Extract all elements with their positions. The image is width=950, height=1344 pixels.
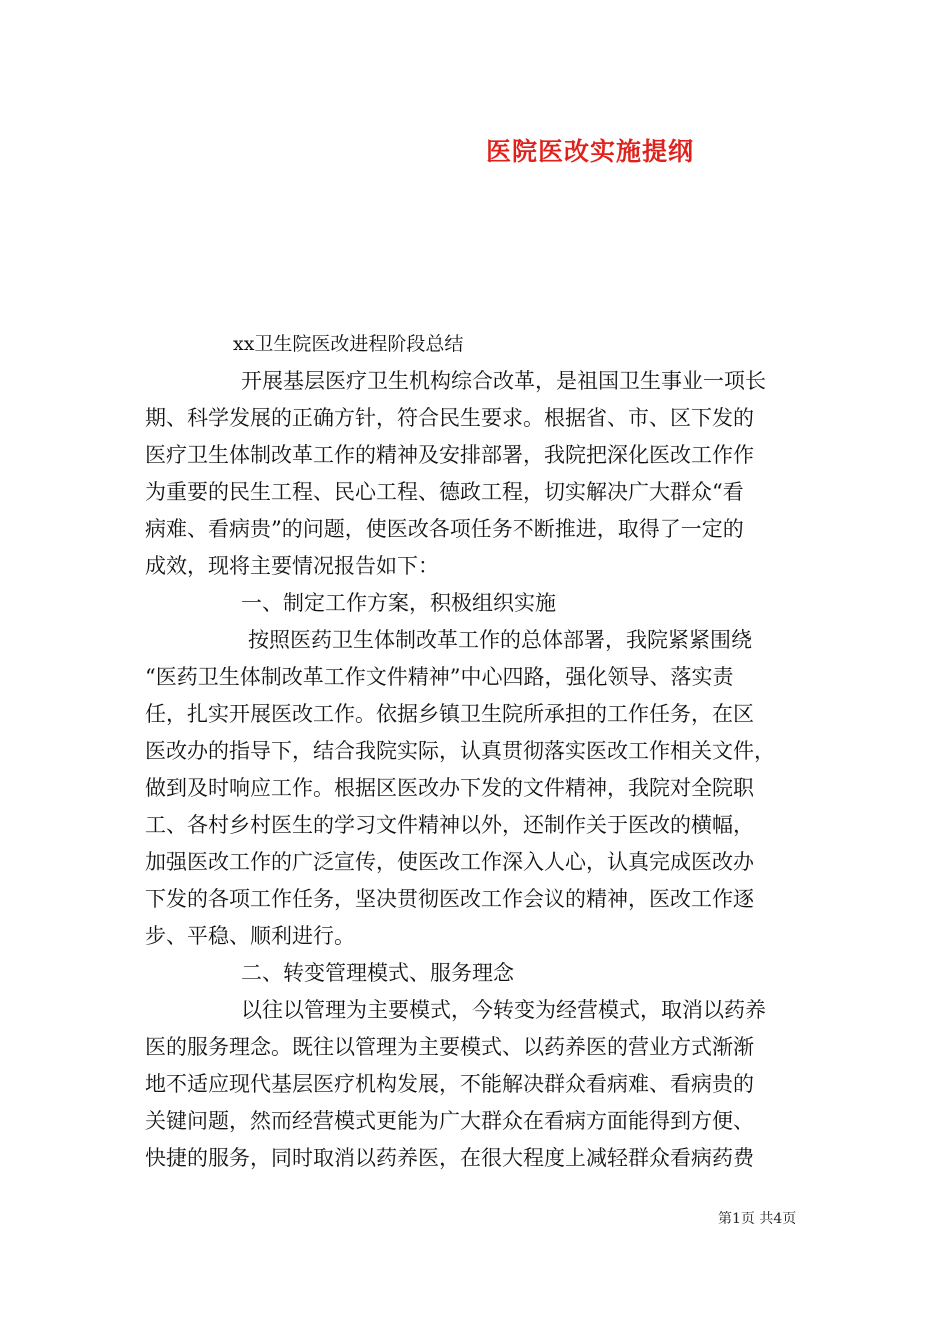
paragraph-line: 加强医改工作的广泛宣传，使医改工作深入人心，认真完成医改办 xyxy=(145,850,754,874)
paragraph-line: 期、科学发展的正确方针，符合民生要求。根据省、市、区下发的 xyxy=(145,406,754,430)
paragraph-line: 任，扎实开展医改工作。依据乡镇卫生院所承担的工作任务，在区 xyxy=(145,702,754,726)
paragraph-line: 工、各村乡村医生的学习文件精神以外，还制作关于医改的横幅， xyxy=(145,813,754,837)
paragraph-line: 医改办的指导下，结合我院实际，认真贯彻落实医改工作相关文件， xyxy=(145,739,775,763)
paragraph-line: 步、平稳、顺利进行。 xyxy=(145,924,355,948)
paragraph-line: 地不适应现代基层医疗机构发展，不能解决群众看病难、看病贵的 xyxy=(145,1072,754,1096)
paragraph-line: 医疗卫生体制改革工作的精神及安排部署，我院把深化医改工作作 xyxy=(145,443,754,467)
page-number: 第1页 共4页 xyxy=(718,1211,797,1227)
document-title: 医院医改实施提纲 xyxy=(486,137,695,166)
document-subtitle: xx卫生院医改进程阶段总结 xyxy=(233,333,464,355)
paragraph-line: 医的服务理念。既往以管理为主要模式、以药养医的营业方式渐渐 xyxy=(145,1035,754,1059)
paragraph-line: 成效，现将主要情况报告如下： xyxy=(145,554,439,578)
paragraph-line: 快捷的服务，同时取消以药养医，在很大程度上减轻群众看病药费 xyxy=(145,1146,754,1170)
paragraph-line: 为重要的民生工程、民心工程、德政工程，切实解决广大群众“看 xyxy=(145,480,744,504)
paragraph-line: 病难、看病贵”的问题，使医改各项任务不断推进，取得了一定的 xyxy=(145,517,744,541)
section-heading: 一、制定工作方案，积极组织实施 xyxy=(241,591,556,615)
paragraph-line: 开展基层医疗卫生机构综合改革，是祖国卫生事业一项长 xyxy=(241,369,766,393)
paragraph-line: “医药卫生体制改革工作文件精神”中心四路，强化领导、落实责 xyxy=(145,665,734,689)
document-body xyxy=(145,326,815,1177)
paragraph-line: 以往以管理为主要模式，今转变为经营模式，取消以药养 xyxy=(241,998,766,1022)
section-heading: 二、转变管理模式、服务理念 xyxy=(241,961,514,985)
paragraph-line: 做到及时响应工作。根据区医改办下发的文件精神，我院对全院职 xyxy=(145,776,754,800)
paragraph-line: 按照医药卫生体制改革工作的总体部署，我院紧紧围绕 xyxy=(248,628,752,652)
paragraph-line: 关键问题，然而经营模式更能为广大群众在看病方面能得到方便、 xyxy=(145,1109,754,1133)
paragraph-line: 下发的各项工作任务，坚决贯彻医改工作会议的精神，医改工作逐 xyxy=(145,887,754,911)
